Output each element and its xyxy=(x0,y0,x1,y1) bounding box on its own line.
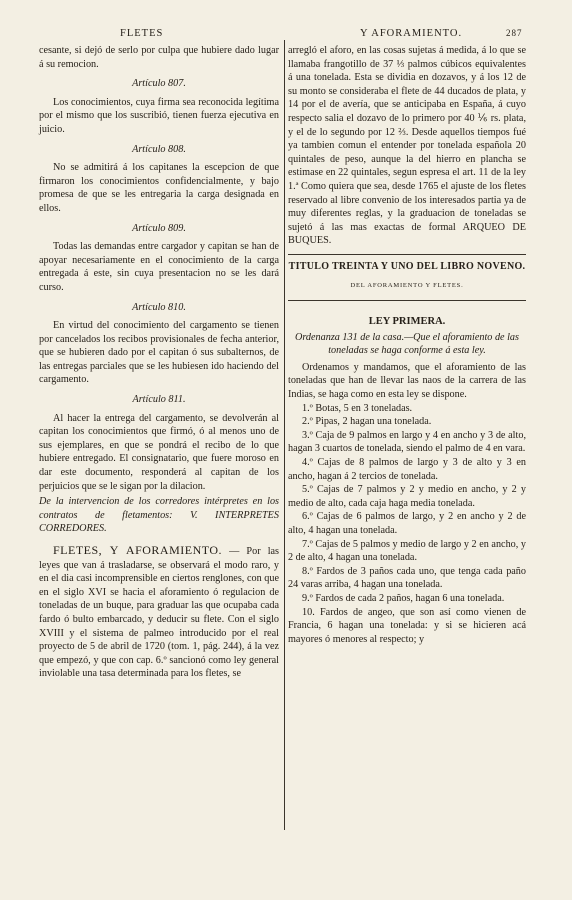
title-subheading: DEL AFORAMIENTO Y FLETES. xyxy=(350,281,464,289)
paragraph: Todas las demandas entre cargador y capitan se han de apoyar necesariamente en el conocimiento de la carga entregada á este, sin cuya presentacion no se les dará curso. xyxy=(39,241,279,293)
article-heading: Artículo 810. xyxy=(132,301,186,313)
title-rule xyxy=(288,300,526,301)
ordinance-caption: Ordenanza 131 de la casa.—Que el aforamiento de las toneladas se haga conforme á esta ley. xyxy=(294,331,519,357)
cross-reference-target: V. INTERPRETES CORREDORES. xyxy=(39,509,279,535)
paragraph: Los conocimientos, cuya firma sea reconocida legítima por el mismo que los suscribió, tienen fuerza ejecutiva en juicio. xyxy=(39,96,279,135)
list-item: 8.º Fardos de 3 paños cada uno, que tenga cada paño 24 varas arriba, 4 hagan una tonelada. xyxy=(288,565,526,591)
column-divider xyxy=(284,40,285,830)
running-header-right: Y AFORAMIENTO. xyxy=(360,28,463,39)
paragraph: En virtud del conocimiento del cargamento se tienen por cancelados los recibos provisionales de fecha anterior, que se hubieren dado por el capitan ó sus subalternos, de las entregas parciales que se les hubiesen ido haciendo del cargamento. xyxy=(39,320,279,386)
list-item: 10. Fardos de angeo, que son así como vienen de Francia, 6 hagan una tonelada: y si se hicieren acá mayores ó menores al respecto; y xyxy=(288,606,526,645)
title-heading: TITULO TREINTA Y UNO DEL LIBRO NOVENO. xyxy=(288,260,526,272)
paragraph: Ordenamos y mandamos, que el aforamiento de las toneladas que han de llevar las naos de la carrera de las Indias, se haga como en esta ley se dispone. xyxy=(288,361,526,401)
section-heading: FLETES, Y AFORAMIENTO. xyxy=(53,543,223,557)
law-heading: LEY PRIMERA. xyxy=(368,316,446,328)
title-rule xyxy=(288,254,526,255)
article-heading: Artículo 809. xyxy=(132,222,186,234)
paragraph: arregló el aforo, en las cosas sujetas á medida, á lo que se llamaba frangotillo de 37 ⅓ palmos cúbicos equivalentes á una tonelada. Esta se dividia en dozavos, y á los 12 de su monto se consideraba el flete de 44 ducados de plata, y 14 por el de avería, que se anticipaba en España, á cuyo respecto salia el dozavo de lo primero por 40 ⅙ rs. plata, y el de lo segundo por 12 ⅔. Desde aquellos tiempos fué ya tambien comun el entender por tonelada española 20 quintales de peso, aunque la del hierro en plancha se estimase en 22 quintales, segun espresa el art. 11 de la ley 1.ª Como quiera que sea, desde 1765 el ajuste de los fletes reservado al libre convenio de los interesados partia ya de muy diferentes reglas, y la graduacion de toneladas se sujetó á las mas exactas de formal ARQUEO DE BUQUES. xyxy=(288,45,526,247)
paragraph: Al hacer la entrega del cargamento, se devolverán al capitan los conocimientos que firmó, ó al menos uno de sus ejemplares, en que se pondrá el recibo de lo que hubiere entregado. El consignatario, que fuere moroso en dar este documento, responderá al capitan de los perjuicios que se le sigan por la dilacion. xyxy=(39,412,279,492)
right-column xyxy=(288,44,526,646)
page-number: 287 xyxy=(506,28,523,38)
list-item: 3.º Caja de 9 palmos en largo y 4 en ancho y 3 de alto, hagan 3 cuartos de tonelada, siendo el palmo de 4 en vara. xyxy=(288,429,526,455)
article-heading: Artículo 811. xyxy=(132,394,186,406)
list-item: 2.º Pipas, 2 hagan una tonelada. xyxy=(302,416,432,428)
list-item: 7.º Cajas de 5 palmos y medio de largo y 2 en ancho, y 2 de alto, 4 hagan una tonelada. xyxy=(288,538,526,564)
section-text: — Por las leyes que van á trasladarse, se observará el modo raro, y en el dia casi incomprensible en ciertos renglones, con que en el siglo XVI se hacia el aforamiento ó regulacion de toneladas de un buque, para graduar las que ocupaba cada fardo ó bulto embarcado, y deducir su flete. Con el siglo XVIII y el sistema de palmeo introducido por el real proyecto de 5 de abril de 1720 (tom. 1, pág. 244), á la vez que empezó, y que con cap. 6.º sancionó como ley general inviolable una tasa determinada para los fletes, se xyxy=(39,546,280,680)
cross-reference xyxy=(39,495,279,536)
list-item: 9.º Fardos de cada 2 paños, hagan 6 una tonelada. xyxy=(302,592,505,604)
cross-reference-italic: De la intervencion de los corredores intérpretes en los contratos de fletamentos: xyxy=(39,496,279,521)
left-column xyxy=(39,44,279,681)
paragraph: No se admitirá á los capitanes la escepcion de que firmaron los conocimientos confidencialmente, y bajo promesa de que se les entregaria la carga designada en ellos. xyxy=(39,162,279,214)
list-item: 4.º Cajas de 8 palmos de largo y 3 de alto y 3 en ancho, hagan á 2 tercios de tonelada. xyxy=(288,457,526,482)
article-heading: Artículo 808. xyxy=(132,143,186,155)
running-header-left: FLETES xyxy=(120,28,164,39)
section-paragraph xyxy=(39,544,279,681)
paragraph: cesante, si dejó de serlo por culpa que hubiere dado lugar á su remocion. xyxy=(39,45,279,70)
list-item: 6.º Cajas de 6 palmos de largo, y 2 en ancho y 2 de alto, 4 hagan una tonelada. xyxy=(288,511,526,536)
list-item: 5.º Cajas de 7 palmos y 2 y medio en ancho, y 2 y medio de alto, cada caja haga media tonelada. xyxy=(288,484,526,509)
article-heading: Artículo 807. xyxy=(132,78,186,90)
list-item: 1.º Botas, 5 en 3 toneladas. xyxy=(302,402,413,414)
